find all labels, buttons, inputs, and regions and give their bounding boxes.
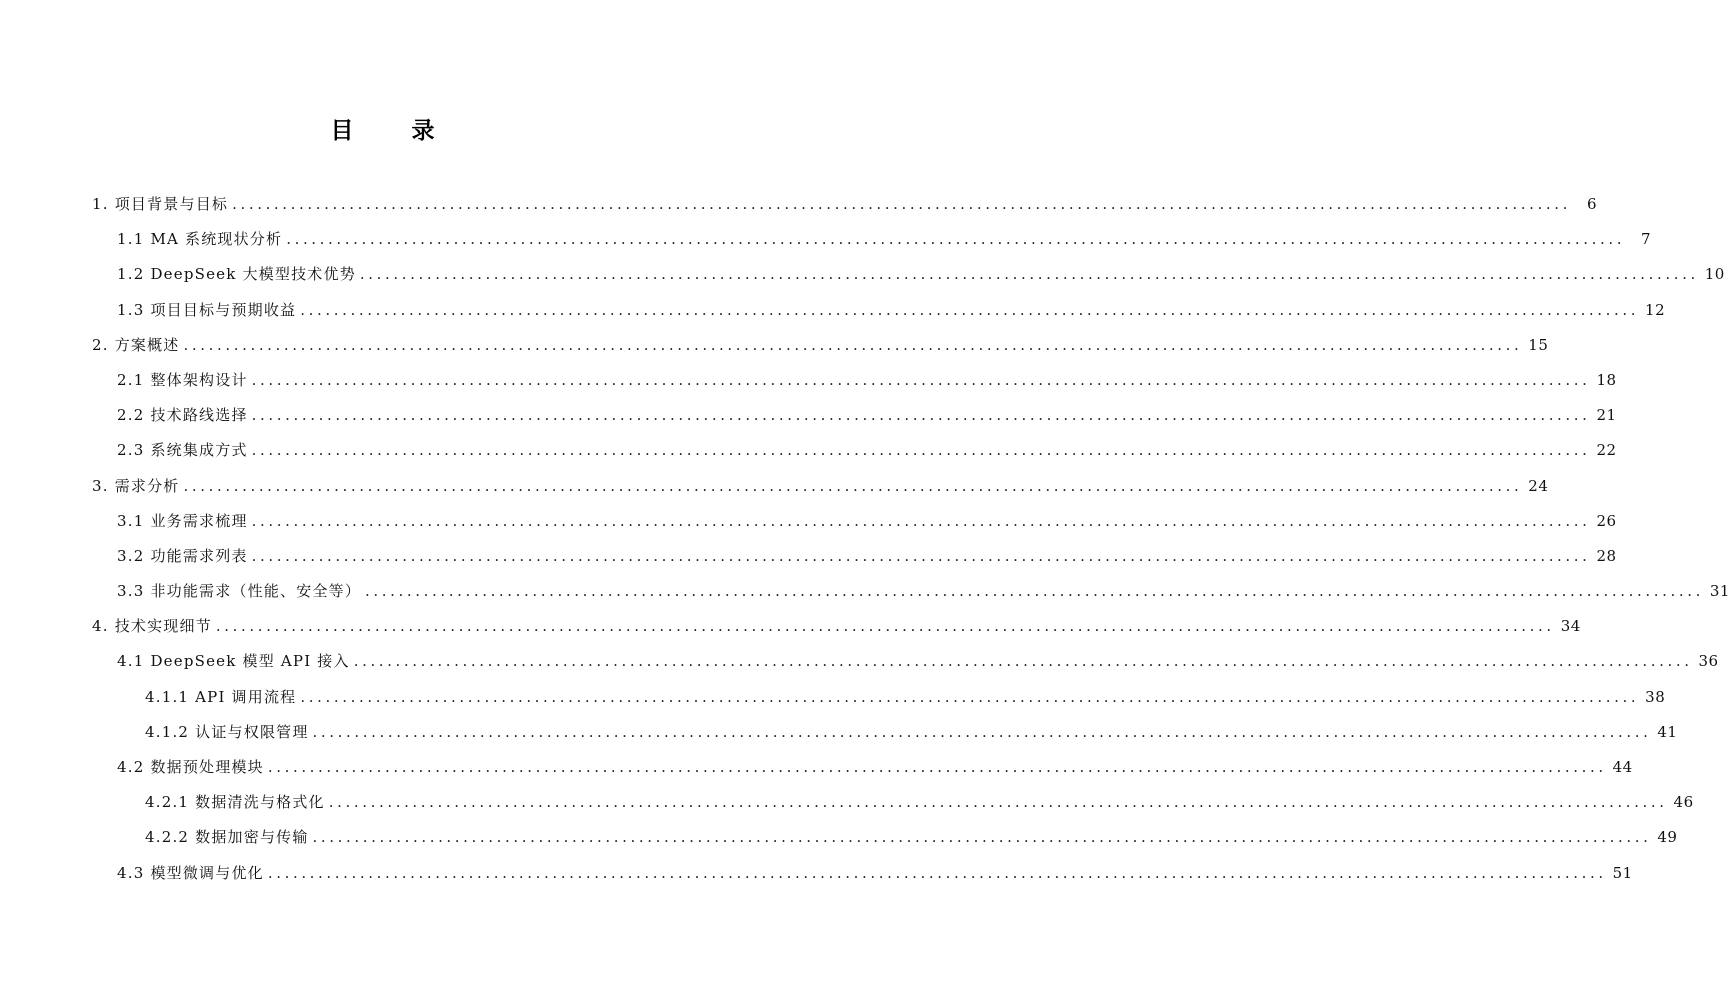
toc-entry-number: 1.2 — [117, 265, 145, 284]
toc-entry-page: 28 — [1596, 546, 1617, 565]
toc-entry-page: 7 — [1641, 230, 1652, 249]
toc-entry[interactable] — [92, 862, 1633, 897]
toc-entry-number: 1. — [92, 195, 109, 213]
toc-dot-leader: ................................................................................................................................................................ — [300, 687, 1640, 706]
toc-entry-page: 44 — [1612, 758, 1633, 776]
toc-entry-number: 2. — [92, 335, 109, 354]
toc-entry[interactable] — [92, 439, 1617, 474]
toc-entry-number: 4.2 — [117, 758, 145, 776]
toc-entry[interactable] — [92, 334, 1549, 369]
toc-entry[interactable] — [92, 475, 1549, 510]
toc-dot-leader: ................................................................................................................................................................ — [312, 722, 1652, 741]
toc-dot-leader: ................................................................................................................................................................ — [300, 300, 1640, 319]
toc-entry[interactable] — [92, 721, 1678, 756]
toc-entry-title: 技术路线选择 — [150, 406, 248, 425]
toc-entry-title: DeepSeek 大模型技术优势 — [150, 265, 356, 284]
toc-entry-title: 数据加密与传输 — [195, 828, 309, 847]
toc-entry-page: 22 — [1596, 441, 1617, 460]
title-char-1: 目 — [330, 118, 354, 144]
toc-entry-page: 46 — [1673, 793, 1694, 812]
toc-entry-title: 认证与权限管理 — [195, 722, 309, 741]
toc-entry-number: 4. — [92, 617, 109, 636]
toc-entry-title: 项目背景与目标 — [114, 195, 229, 213]
toc-entry-page: 12 — [1645, 300, 1666, 319]
toc-entry[interactable] — [92, 299, 1666, 334]
title-char-2: 录 — [411, 118, 435, 144]
toc-entry[interactable] — [92, 650, 1719, 685]
toc-entry[interactable] — [92, 791, 1694, 826]
toc-entry[interactable] — [92, 510, 1617, 545]
toc-entry-title: 模型微调与优化 — [150, 863, 264, 882]
toc-entry-page: 21 — [1596, 406, 1617, 425]
toc-entry[interactable] — [92, 615, 1581, 650]
toc-entry[interactable] — [92, 545, 1617, 580]
toc-entry-number: 2.3 — [117, 441, 145, 460]
toc-dot-leader: ................................................................................................................................................................ — [365, 582, 1704, 601]
toc-entry[interactable] — [92, 686, 1666, 721]
toc-entry-page: 38 — [1645, 687, 1666, 706]
toc-entry-number: 3.1 — [117, 511, 145, 530]
toc-entry-number: 4.1.1 — [145, 687, 190, 706]
toc-entry-number: 4.1.2 — [145, 722, 190, 741]
toc-entry[interactable] — [92, 756, 1633, 791]
toc-entry[interactable] — [92, 369, 1617, 404]
toc-entry-title: 数据预处理模块 — [150, 758, 264, 776]
toc-dot-leader: ................................................................................................................................................................ — [359, 265, 1699, 284]
toc-entry[interactable] — [92, 263, 1725, 298]
toc-entry-number: 4.2.1 — [145, 793, 190, 812]
toc-dot-leader: ................................................................................................................................................................ — [183, 335, 1523, 354]
toc-entry-page: 41 — [1657, 722, 1678, 741]
toc-dot-leader: ................................................................................................................................................................ — [267, 863, 1607, 882]
toc-entry-title: API 调用流程 — [195, 687, 297, 706]
toc-entry-title: 系统集成方式 — [150, 441, 248, 460]
toc-entry-title: 方案概述 — [114, 335, 180, 354]
toc-dot-leader: ................................................................................................................................................................ — [215, 617, 1555, 636]
toc-entry-page: 34 — [1560, 617, 1581, 636]
toc-entry-page: 26 — [1596, 511, 1617, 530]
toc-entry-page: 10 — [1704, 265, 1725, 284]
toc-entry-title: 项目目标与预期收益 — [150, 300, 297, 319]
toc-entry-number: 1.3 — [117, 300, 145, 319]
toc-entry-number: 2.2 — [117, 406, 145, 425]
toc-dot-leader: ................................................................................................................................................................ — [251, 406, 1591, 425]
toc-entry-title: 整体架构设计 — [150, 370, 248, 389]
toc-entry-number: 3.2 — [117, 546, 145, 565]
toc-entry[interactable] — [92, 404, 1617, 439]
toc-entry-number: 4.3 — [117, 863, 145, 882]
toc-dot-leader: ................................................................................................................................................................ — [251, 441, 1591, 460]
toc-entry-page: 18 — [1596, 370, 1617, 389]
toc-dot-leader: ................................................................................................................................................................ — [267, 758, 1607, 776]
toc-entry-number: 4.1 — [117, 652, 145, 671]
toc-entry-title: MA 系统现状分析 — [150, 230, 283, 249]
toc-entry-page: 6 — [1586, 195, 1597, 213]
toc-entry-title: 数据清洗与格式化 — [195, 793, 325, 812]
toc-entry-page: 31 — [1709, 582, 1730, 601]
toc-entry-page: 24 — [1528, 476, 1549, 495]
toc-entry-page: 51 — [1612, 863, 1633, 882]
toc-entry-title: 技术实现细节 — [114, 617, 212, 636]
toc-entry-title: DeepSeek 模型 API 接入 — [150, 652, 350, 671]
toc-dot-leader: ................................................................................................................................................................ — [183, 476, 1523, 495]
toc-dot-leader: ................................................................................................................................................................ — [353, 652, 1693, 671]
toc-entry-title: 业务需求梳理 — [150, 511, 248, 530]
toc-dot-leader: ................................................................................................................................................................ — [251, 370, 1591, 389]
toc-entry-page: 36 — [1698, 652, 1719, 671]
toc-dot-leader: ................................................................................................................................................................ — [251, 511, 1591, 530]
page-title — [0, 112, 765, 145]
toc-entry-number: 3. — [92, 476, 109, 495]
toc-entry-number: 4.2.2 — [145, 828, 190, 847]
toc-dot-leader: ................................................................................................................................................................ — [286, 230, 1626, 249]
toc-entry[interactable] — [92, 826, 1678, 861]
toc-dot-leader: ................................................................................................................................................................ — [251, 546, 1591, 565]
toc-entry[interactable] — [92, 228, 1652, 263]
toc-entry-page: 49 — [1657, 828, 1678, 847]
toc-entry-number: 1.1 — [117, 230, 145, 249]
toc-entry-title: 需求分析 — [114, 476, 180, 495]
toc-entry-page: 15 — [1528, 335, 1549, 354]
toc-entry-title: 功能需求列表 — [150, 546, 248, 565]
toc-dot-leader: ................................................................................................................................................................ — [232, 195, 1571, 213]
toc-entry[interactable] — [92, 193, 1597, 228]
table-of-contents — [92, 193, 1730, 897]
toc-entry-title: 非功能需求（性能、安全等） — [150, 582, 362, 601]
toc-entry-number: 3.3 — [117, 582, 145, 601]
toc-entry-number: 2.1 — [117, 370, 145, 389]
toc-dot-leader: ................................................................................................................................................................ — [328, 793, 1668, 812]
toc-entry[interactable] — [92, 580, 1730, 615]
toc-dot-leader: ................................................................................................................................................................ — [312, 828, 1652, 847]
